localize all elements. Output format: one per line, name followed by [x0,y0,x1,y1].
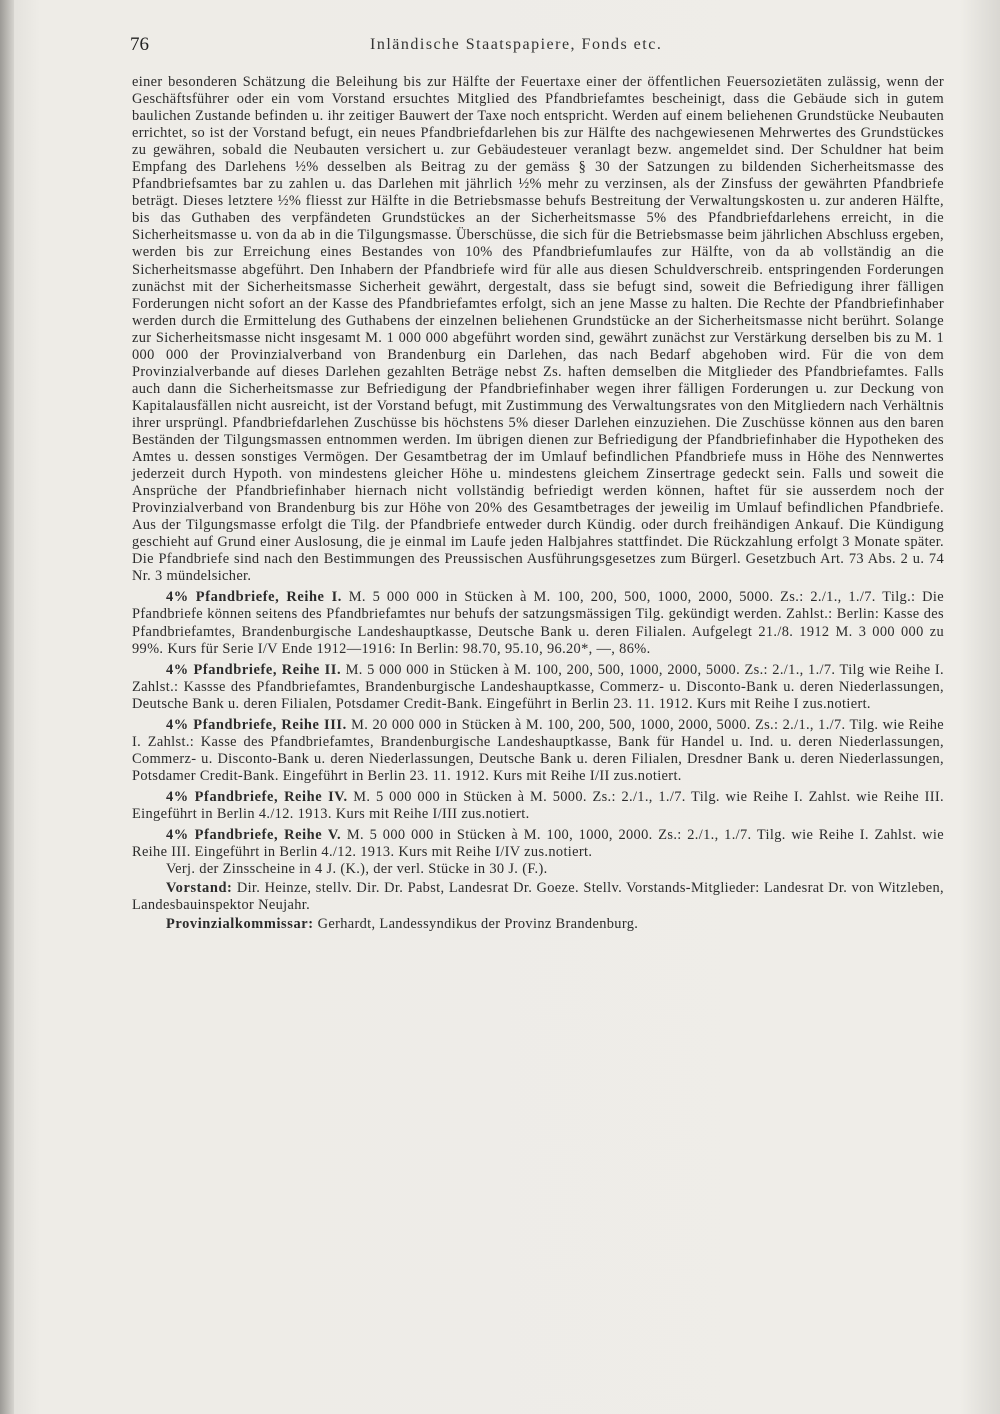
bond-entry-reihe-2 [132,662,944,713]
bond-text: M. 5 000 000 in Stücken à M. 100, 1000, 2000. Zs.: 2./1., 1./7. Tilg. wie Reihe I. Zahlst. wie Reihe III. Eingeführt in Berlin 4./12. 1913. Kurs mit Reihe I/IV zus.notiert. [132,827,944,861]
running-title: Inländische Staatspapiere, Fonds etc. [370,36,663,53]
board-text: Gerhardt, Landessyndikus der Provinz Brandenburg. [317,916,639,933]
board-label: Provinzialkommissar: [166,916,314,933]
bond-text: M. 20 000 000 in Stücken à M. 100, 200, 500, 1000, 2000, 5000. Zs.: 2./1., 1./7. Tilg. wie Reihe I. Zahlst.: Kasse des Pfandbriefamtes, Brandenburgische Landeshauptkasse, Bank für Handel u. Ind. u. deren Niederlassungen, Commerz- u. Disconto-Bank u. deren Niederlassungen, Deutsche Bank u. deren Filialen, Dresdner Bank u. deren Niederlassungen, Potsdamer Credit-Bank. Eingeführt in Berlin 23. 11. 1912. Kurs mit Reihe I/II zus.notiert. [132,716,944,784]
board-vorstand [132,880,944,914]
bond-entry-reihe-4 [132,789,944,823]
bond-title: 4% Pfandbriefe, Reihe III. [166,716,347,733]
page-body [132,74,944,933]
bond-text: M. 5 000 000 in Stücken à M. 5000. Zs.: 2./1., 1./7. Tilg. wie Reihe I. Zahlst. wie Reihe III. Eingeführt in Berlin 4./12. 1913. Kurs mit Reihe I/III zus.notiert. [132,788,945,822]
bond-entry-reihe-1 [132,589,944,657]
page-number: 76 [130,34,149,55]
binding-shadow [0,0,14,1414]
verjaehrung-line: Verj. der Zinsscheine in 4 J. (K.), der verl. Stücke in 30 J. (F.). [166,861,548,878]
bond-title: 4% Pfandbriefe, Reihe I. [166,589,342,606]
board-text: Dir. Heinze, stellv. Dir. Dr. Pabst, Landesrat Dr. Goeze. Stellv. Vorstands-Mitglieder: Landesrat Dr. von Witzleben, Landesbauinspektor Neujahr. [132,880,944,914]
bond-entry-reihe-3 [132,717,944,785]
bond-text: M. 5 000 000 in Stücken à M. 100, 200, 500, 1000, 2000, 5000. Zs.: 2./1., 1./7. Tilg wie Reihe I. Zahlst.: Kassse des Pfandbriefamtes, Brandenburgische Landeshauptkasse, Commerz- u. Disconto-Bank u. deren Niederlassungen, Deutsche Bank u. deren Filialen, Potsdamer Credit-Bank. Eingeführt in Berlin 23. 11. 1912. Kurs mit Reihe I zus.notiert. [132,661,945,712]
bond-title: 4% Pfandbriefe, Reihe V. [166,827,342,844]
board-label: Vorstand: [166,880,233,897]
board-provinzialkommissar [132,916,944,933]
bond-entry-reihe-5 [132,827,944,861]
bond-title: 4% Pfandbriefe, Reihe II. [166,661,342,678]
bond-title: 4% Pfandbriefe, Reihe IV. [166,788,348,805]
intro-paragraph: einer besonderen Schätzung die Beleihung bis zur Hälfte der Feuertaxe einer der öffentlichen Feuersozietäten zulässig, wenn der Geschäftsführer oder ein vom Vorstand ersuchtes Mitglied des Pfandbriefamtes bescheinigt, dass die Gebäude sich in gutem baulichen Zustande befinden u. ihr zeitiger Bauwert der Taxe noch entspricht. Werden auf einem beliehenen Grundstücke Neubauten errichtet, so ist der Vorstand befugt, ein neues Pfandbriefdarlehen bis zur Hälfte des nachgewiesenen Mehrwertes des Grundstückes zu gewähren, sobald die Neubauten versichert u. zur Gebäudesteuer veranlagt bezw. angemeldet sind. Der Schuldner hat beim Empfang des Darlehens ½% desselben als Beitrag zu der gemäss § 30 der Satzungen zu bildenden Sicherheitsmasse des Pfandbriefsamtes bar zu zahlen u. das Darlehen mit jährlich ½% mehr zu verzinsen, als der Zinsfuss der gewährten Pfandbriefe beträgt. Dieses letztere ½% fliesst zur Hälfte in die Betriebsmasse behufs Bestreitung der Verwaltungskosten u. zur anderen Hälfte, bis das Guthaben des verpfändeten Grundstückes an der Sicherheitsmasse 5% des Pfandbriefdarlehens erreicht, in die Sicherheitsmasse u. von da ab in die Tilgungsmasse. Überschüsse, die sich für die Betriebsmasse beim jährlichen Abschluss ergeben, werden bis zur Erreichung eines Bestandes von 10% des Pfandbriefumlaufes zur Hälfte, von da ab vollständig an die Sicherheitsmasse abgeführt. Den Inhabern der Pfandbriefe wird für alle aus diesen Schuldverschreib. entspringenden Forderungen zunächst mit der Sicherheitsmasse Sicherheit gewährt, dergestalt, dass sie befugt sind, soweit die Befriedigung ihrer fälligen Forderungen nicht sofort an der Kasse des Pfandbriefamtes erfolgt, sich an jene Masse zu halten. Die Rechte der Pfandbriefinhaber werden durch die Ermittelung des Guthabens der einzelnen beliehenen Grundstücke an der Sicherheitsmasse nicht berührt. Solange zur Sicherheitsmasse nicht insgesamt M. 1 000 000 abgeführt worden sind, gewährt zunächst zur Verstärkung derselben bis zu M. 1 000 000 der Provinzialverband von Brandenburg ein Darlehen, das nach Bedarf abgehoben wird. Für die von dem Provinzialverbande auf dieses Darlehen gezahlten Beträge nebst Zs. haften demselben die Mitglieder des Pfandbriefamtes. Falls auch dann die Sicherheitsmasse zur Befriedigung der Pfandbriefinhaber wegen ihrer fälligen Forderungen u. zur Deckung von Kapitalausfällen nicht ausreicht, ist der Vorstand befugt, mit Zustimmung des Verwaltungsrates von den Mitgliedern nach Verhältnis ihrer ursprüngl. Pfandbriefdarlehen Zuschüsse bis höchstens 5% dieser Darlehen einzuziehen. Die Zuschüsse können aus den baren Beständen der Tilgungsmassen entnommen werden. Im übrigen dienen zur Befriedigung der Pfandbriefinhaber die Hypotheken des Amtes u. dessen sonstiges Vermögen. Der Gesamtbetrag der im Umlauf befindlichen Pfandbriefe muss in Höhe des Nennwertes jederzeit durch Hypoth. von mindestens gleicher Höhe u. mindestens gleichem Zinsertrage gedeckt sein. Falls und soweit die Ansprüche der Pfandbriefinhaber hiernach nicht vollständig befriedigt werden können, haftet für sie ausserdem noch der Provinzialverband von Brandenburg bis zur Höhe von 20% des Gesamtbetrages der jeweilig im Umlauf befindlichen Pfandbriefe. Aus der Tilgungsmasse erfolgt die Tilg. der Pfandbriefe entweder durch Kündig. oder durch freihändigen Ankauf. Die Kündigung geschieht auf Grund einer Auslosung, die je einmal im Laufe jeden Halbjahres stattfindet. Die Rückzahlung erfolgt 3 Monate später. Die Pfandbriefe sind nach den Bestimmungen des Preussischen Ausführungsgesetzes zum Bürgerl. Gesetzbuch Art. 73 Abs. 2 u. 74 Nr. 3 mündelsicher. [132,74,944,585]
page-header [130,34,950,58]
bond-text: M. 5 000 000 in Stücken à M. 100, 200, 500, 1000, 2000, 5000. Zs.: 2./1., 1./7. Tilg.: Die Pfandbriefe können seitens des Pfandbriefamtes nur behufs der satzungsmässigen Tilg. gekündigt werden. Zahlst.: Berlin: Kasse des Pfandbriefamtes, Brandenburgische Landeshauptkasse, Deutsche Bank u. deren Filialen. Aufgelegt 21./8. 1912 M. 3 000 000 zu 99%. Kurs für Serie I/V Ende 1912—1916: In Berlin: 98.70, 95.10, 96.20*, —, 86%. [132,589,945,657]
